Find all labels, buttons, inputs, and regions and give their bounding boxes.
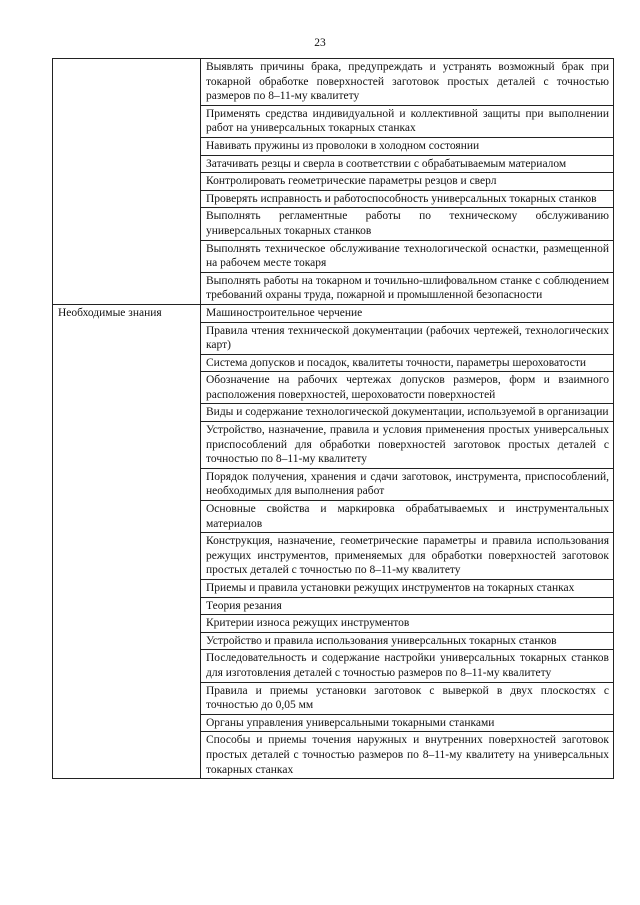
- requirement-cell: Выполнять техническое обслуживание технологической оснастки, размещенной на рабочем месте токаря: [201, 240, 614, 272]
- requirement-cell: Контролировать геометрические параметры резцов и сверл: [201, 173, 614, 191]
- page-number: 23: [314, 37, 326, 49]
- requirement-cell: Обозначение на рабочих чертежах допусков размеров, форм и взаимного расположения поверхностей, шероховатости поверхностей: [201, 372, 614, 404]
- requirement-cell: Затачивать резцы и сверла в соответствии с обрабатываемым материалом: [201, 155, 614, 173]
- requirement-cell: Конструкция, назначение, геометрические параметры и правила использования режущих инструментов, применяемых для обработки поверхностей заготовок простых деталей с точностью по 8–11-му квалитету: [201, 533, 614, 580]
- requirement-cell: Приемы и правила установки режущих инструментов на токарных станках: [201, 580, 614, 598]
- requirement-cell: Выявлять причины брака, предупреждать и устранять возможный брак при токарной обработке поверхностей заготовок простых деталей с точностью размеров по 8–11-му квалитету: [201, 59, 614, 106]
- requirement-cell: Выполнять регламентные работы по техническому обслуживанию универсальных токарных станков: [201, 208, 614, 240]
- requirement-cell: Выполнять работы на токарном и точильно-шлифовальном станке с соблюдением требований охраны труда, пожарной и промышленной безопасности: [201, 272, 614, 304]
- requirement-cell: Последовательность и содержание настройки универсальных токарных станков для изготовления деталей с точностью размеров по 8–11-му квалитету: [201, 650, 614, 682]
- requirement-cell: Проверять исправность и работоспособность универсальных токарных станков: [201, 190, 614, 208]
- requirement-cell: Правила чтения технической документации (рабочих чертежей, технологических карт): [201, 322, 614, 354]
- requirement-cell: Теория резания: [201, 597, 614, 615]
- requirement-cell: Система допусков и посадок, квалитеты точности, параметры шероховатости: [201, 354, 614, 372]
- table-body: [53, 59, 614, 779]
- requirement-cell: Порядок получения, хранения и сдачи заготовок, инструмента, приспособлений, необходимых для выполнения работ: [201, 468, 614, 500]
- requirement-cell: Виды и содержание технологической документации, используемой в организации: [201, 404, 614, 422]
- requirement-cell: Способы и приемы точения наружных и внутренних поверхностей заготовок простых деталей с точностью размеров по 8–11-му квалитету на универсальных токарных станках: [201, 732, 614, 779]
- section-label: Необходимые знания: [53, 304, 201, 778]
- requirement-cell: Применять средства индивидуальной и коллективной защиты при выполнении работ на универсальных токарных станках: [201, 105, 614, 137]
- table-row: [53, 304, 614, 322]
- requirement-cell: Критерии износа режущих инструментов: [201, 615, 614, 633]
- requirement-cell: Основные свойства и маркировка обрабатываемых и инструментальных материалов: [201, 501, 614, 533]
- requirement-cell: Правила и приемы установки заготовок с выверкой в двух плоскостях с точностью до 0,05 мм: [201, 682, 614, 714]
- requirement-cell: Машиностроительное черчение: [201, 304, 614, 322]
- requirement-cell: Навивать пружины из проволоки в холодном состоянии: [201, 137, 614, 155]
- requirement-cell: Устройство и правила использования универсальных токарных станков: [201, 632, 614, 650]
- table-row: [53, 59, 614, 106]
- section-label: [53, 59, 201, 305]
- requirement-cell: Органы управления универсальными токарными станками: [201, 714, 614, 732]
- requirements-table: [52, 58, 614, 779]
- requirement-cell: Устройство, назначение, правила и условия применения простых универсальных приспособлений для обработки поверхностей заготовок простых деталей с точностью по 8–11-му квалитету: [201, 422, 614, 469]
